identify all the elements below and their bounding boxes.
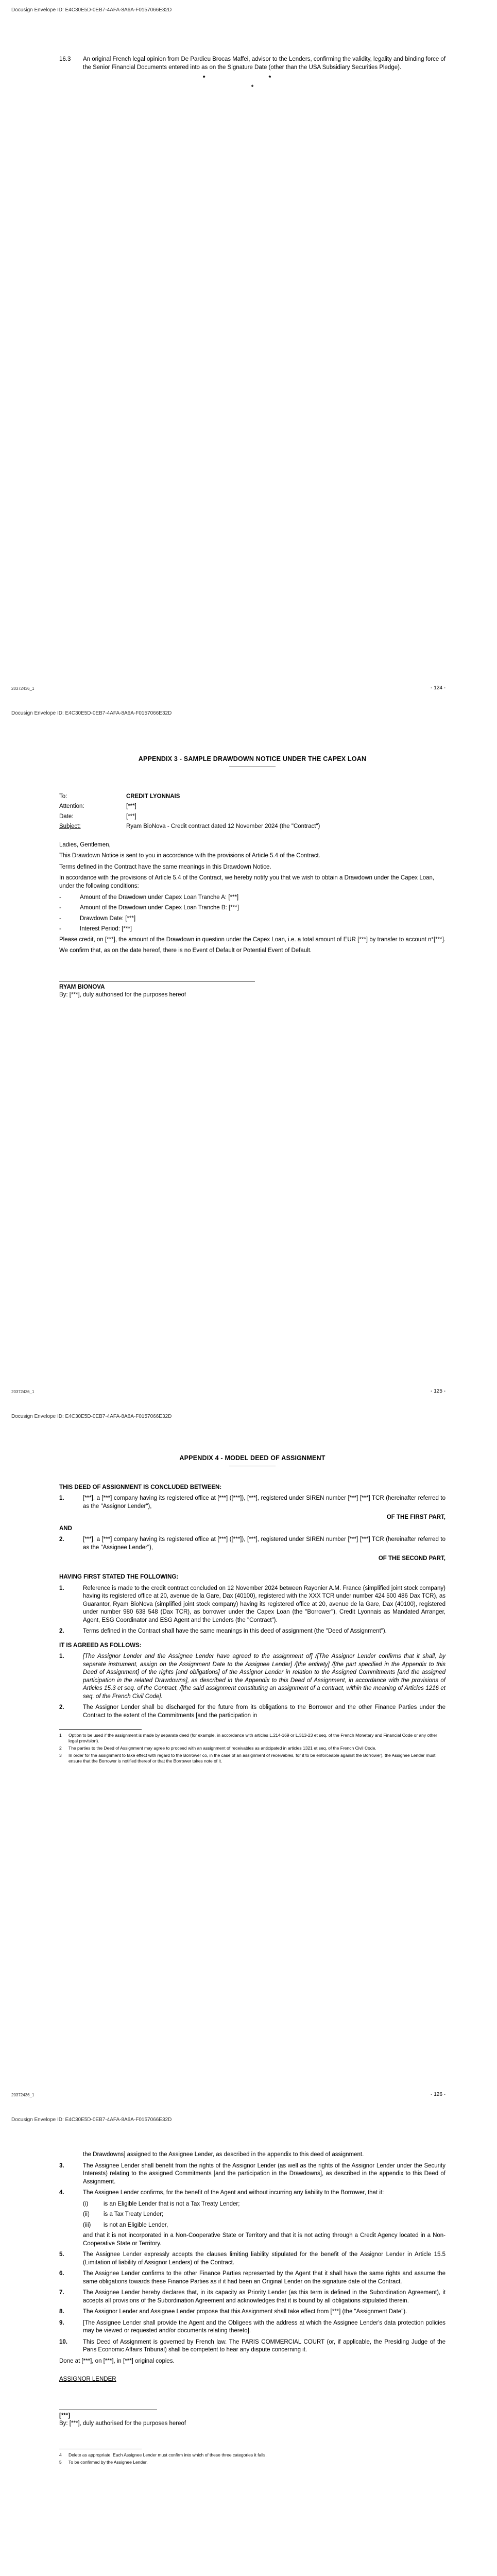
list-item	[59, 915, 445, 923]
list-item	[59, 904, 445, 912]
party-number: 2.	[59, 1536, 64, 1543]
sub-item-number: (i)	[83, 2200, 89, 2207]
clause-text: The Assignee Lender confirms to the other Finance Parties represented by the Agent that it shall have the same rights and assume the same obligations towards these Finance Parties as if it had been an Original Lender on the signature date of the Contract.	[83, 2270, 445, 2285]
recital	[59, 1628, 445, 1636]
bullet: -	[59, 915, 61, 922]
party-1	[59, 1495, 445, 1511]
clause-text: [The Assignor Lender and the Assignee Lender have agreed to the assignment of] /[The Assignor Lender confirms that it shall, by separate instrument, assign on the Assignment Date to the Assignee Lender] /[the entirety] /[the part specified in the Appendix to this Deed of Assignment] of the rights [and obligations] of the Assignor Lender in relation to the Assigned Commitments [and the assigned participation in the related Drawdowns], as described in the Appendix to this Deed of Assignment, in accordance with the provisions of Articles 15.3 et seq. of the Contract, /[the said assignment constituting an assignment of a contract, within the meaning of Articles 1216 et seq. of the French Civil Code].	[83, 1653, 445, 1700]
page-126	[0, 1406, 497, 2110]
page-content	[59, 2151, 445, 2467]
clause	[59, 2162, 445, 2187]
part-label: OF THE SECOND PART,	[378, 1555, 445, 1562]
sub-item-text: is an Eligible Lender that is not a Tax Treaty Lender;	[104, 2200, 240, 2207]
clause-text: The Assignor Lender and Assignee Lender propose that this Assignment shall take effect from [***] (the "Assignment Date").	[83, 2309, 407, 2315]
footnote-text: Option to be used if the assignment is made by separate deed (for example, in accordance with articles L.214-169 or L.313-23 et seq. of the French Monetary and Financial Code or any other legal provision).	[68, 1733, 437, 1744]
party-2	[59, 1536, 445, 1552]
sub-item-number: (ii)	[83, 2211, 90, 2218]
footnote-mark: 4	[59, 2452, 62, 2458]
signatory-heading: ASSIGNOR LENDER	[59, 2376, 116, 2383]
clause-text: The Assignor Lender shall be discharged for the future from its obligations to the Borrower and the other Finance Parties under the Contract to the extent of the Commitments [and the participation in	[83, 1704, 445, 1719]
part-label: OF THE FIRST PART,	[386, 1514, 445, 1521]
and-label: AND	[59, 1525, 72, 1532]
clause-number: 2.	[59, 1704, 64, 1711]
clause-text: This Deed of Assignment is governed by French law. The PARIS COMMERCIAL COURT (or, if applicable, the Presiding Judge of the Paris Economic Affairs Tribunal) shall be competent to hear any dispute concerning it.	[83, 2338, 445, 2353]
clause-number: 1.	[59, 1653, 64, 1660]
footnote	[59, 2460, 445, 2465]
page-number: - 126 -	[431, 2092, 445, 2097]
appendix-title: APPENDIX 3 - SAMPLE DRAWDOWN NOTICE UNDER THE CAPEX LOAN	[138, 755, 367, 762]
envelope-id: Docusign Envelope ID: E4C30E5D-0EB7-4AFA-8A6A-F0157066E32D	[11, 710, 172, 716]
subject-label: Subject:	[59, 823, 81, 830]
party-number: 1.	[59, 1495, 64, 1502]
sub-item	[59, 2200, 445, 2209]
envelope-id: Docusign Envelope ID: E4C30E5D-0EB7-4AFA-8A6A-F0157066E32D	[11, 2117, 172, 2123]
recital-text: Reference is made to the credit contract concluded on 12 November 2024 between Rayonier A.M. France (simplified joint stock company) having its registered office at 20, avenue de la Gare, Dax (40100), registered with the XXX TCR under number 424 500 486 Dax TCR), as Guarantor, Ryam BioNova (simplified joint stock company) having its registered office at 20, avenue de la Gare, Dax (40100), registered under number 980 638 548 (Dax TCR), as borrower under the Capex Loan (the "Borrower"), Credit Lyonnais as Mandated Arranger, Agent, ESG Coordinator and ESG Agent and the Lenders (the "Contract").	[83, 1585, 445, 1623]
clause-number: 8.	[59, 2309, 64, 2315]
doc-ref: 20372436_1	[11, 2093, 35, 2097]
envelope-id: Docusign Envelope ID: E4C30E5D-0EB7-4AFA-8A6A-F0157066E32D	[11, 1414, 172, 1419]
clause	[59, 2251, 445, 2267]
sub-item-text: is a Tax Treaty Lender;	[104, 2211, 164, 2218]
clause-text: the Drawdowns] assigned to the Assignee Lender, as described in the appendix to this deed of assignment.	[83, 2151, 364, 2158]
clause-number: 7.	[59, 2290, 64, 2296]
clause-number: 10.	[59, 2338, 67, 2345]
page-124	[0, 0, 497, 703]
recital-number: 1.	[59, 1585, 64, 1591]
subject-value: Ryam BioNova - Credit contract dated 12 November 2024 (the "Contract")	[126, 823, 320, 830]
footnote	[59, 1745, 445, 1751]
footnote	[59, 1733, 445, 1744]
clause	[59, 1704, 445, 1720]
page-content	[59, 1454, 445, 1766]
separator-stars: * *	[202, 75, 302, 82]
clause-text: and that it is not incorporated in a Non-Cooperative State or Territory and that it is not acting through a Credit Agency located in a Non-Cooperative State or Territory.	[83, 2232, 445, 2247]
signer-name: [***]	[59, 2412, 71, 2419]
footnote-mark: 5	[59, 2459, 62, 2465]
signer-name: RYAM BIONOVA	[59, 984, 105, 990]
clause-text: [The Assignee Lender shall provide the Agent and the Obligees with the address at which the Assignee Lender's data protection policies may be viewed or requested and/or documents relating thereto].	[83, 2319, 445, 2334]
bullet: -	[59, 894, 61, 901]
clause	[59, 2289, 445, 2305]
signer-authority: By: [***], duly authorised for the purposes hereof	[59, 992, 186, 998]
sub-item-text: is not an Eligible Lender,	[104, 2222, 168, 2228]
party-text: [***], a [***] company having its registered office at [***] ([***]), [***], registered under SIREN number [***] [***] TCR (hereinafter referred to as the "Assignor Lender"),	[83, 1495, 445, 1510]
sub-item	[59, 2211, 445, 2219]
bullet: -	[59, 926, 61, 933]
footnote-mark: 2	[59, 1745, 62, 1751]
list-item-text: Drawdown Date: [***]	[80, 915, 136, 922]
done-at: Done at [***], on [***], in [***] original copies.	[59, 2358, 175, 2364]
footnote-mark: 3	[59, 1753, 62, 1758]
page-125	[0, 703, 497, 1406]
sub-item-number: (iii)	[83, 2222, 91, 2228]
page-number: - 125 -	[431, 1388, 445, 1394]
page-number: - 124 -	[431, 685, 445, 691]
attention-value: [***]	[126, 803, 136, 810]
to-value: CREDIT LYONNAIS	[126, 793, 180, 800]
clause-text: The Assignee Lender expressly accepts the clauses limiting liability stipulated for the benefit of the Assignor Lender in Article 15.5 (Limitation of liability of Assignor Lenders) of the Contract.	[83, 2251, 445, 2266]
date-row	[59, 813, 445, 821]
section-heading: IT IS AGREED AS FOLLOWS:	[59, 1642, 142, 1649]
section-heading: HAVING FIRST STATED THE FOLLOWING:	[59, 1574, 179, 1580]
clause-number: 16.3	[59, 56, 71, 62]
footnote-separator	[59, 1729, 142, 1730]
paragraph: Please credit, on [***], the amount of the Drawdown in question under the Capex Loan, i.e. a total amount of EUR [***] by transfer to account n°[***].	[59, 936, 445, 943]
clause	[59, 2308, 445, 2316]
clause-number: 3.	[59, 2162, 64, 2169]
clause	[59, 2270, 445, 2286]
page-content	[59, 56, 445, 92]
footnote	[59, 1753, 445, 1764]
paragraph: Terms defined in the Contract have the same meanings in this Drawdown Notice.	[59, 863, 271, 870]
list-item	[59, 894, 445, 902]
clause	[59, 2338, 445, 2354]
footnote-text: Delete as appropriate. Each Assignee Lender must confirm into which of these three categories it falls.	[68, 2452, 267, 2458]
party-text: [***], a [***] company having its registered office at [***] ([***]), [***], registered under SIREN number [***] [***] TCR (hereinafter referred to as the "Assignee Lender"),	[83, 1536, 445, 1551]
clause-text: The Assignee Lender confirms, for the benefit of the Agent and without incurring any liability to the Borrower, that it:	[83, 2190, 384, 2196]
clause-number: 6.	[59, 2270, 64, 2277]
subject-row	[59, 823, 445, 831]
page-content	[59, 755, 445, 999]
clause-continuation	[59, 2232, 445, 2248]
bullet: -	[59, 905, 61, 911]
sub-item	[59, 2222, 445, 2230]
list-item-text: Amount of the Drawdown under Capex Loan Tranche B: [***]	[80, 905, 239, 911]
clause	[59, 2189, 445, 2197]
to-label: To:	[59, 793, 67, 800]
separator-star: *	[251, 84, 254, 91]
list-item-text: Interest Period: [***]	[80, 926, 132, 933]
clause-number: 4.	[59, 2190, 64, 2196]
footnote	[59, 2452, 445, 2458]
clause-number: 5.	[59, 2251, 64, 2258]
doc-ref: 20372436_1	[11, 1389, 35, 1394]
attention-label: Attention:	[59, 803, 84, 810]
footnote-text: In order for the assignment to take effect with regard to the Borrower co, in the case of an assignment of receivables, for it to be enforceable against the Borrower), the Assignee Lender must ensure that the Borrower is notified thereof or that the Borrower takes note of it.	[68, 1753, 436, 1764]
date-label: Date:	[59, 813, 74, 820]
clause-16-3	[59, 56, 445, 72]
footnote-text: To be confirmed by the Assignee Lender.	[68, 2459, 148, 2465]
greeting: Ladies, Gentlemen,	[59, 841, 111, 848]
clause-text: An original French legal opinion from De Pardieu Brocas Maffei, advisor to the Lenders, confirming the validity, legality and binding force of the Senior Financial Documents entered into as on the Signature Date (other than the USA Subsidiary Securities Pledge).	[83, 56, 446, 71]
clause	[59, 2319, 445, 2335]
section-heading: THIS DEED OF ASSIGNMENT IS CONCLUDED BETWEEN:	[59, 1484, 222, 1490]
paragraph: This Drawdown Notice is sent to you in accordance with the provisions of Article 5.4 of the Contract.	[59, 853, 320, 859]
doc-ref: 20372436_1	[11, 686, 35, 691]
envelope-id: Docusign Envelope ID: E4C30E5D-0EB7-4AFA-8A6A-F0157066E32D	[11, 7, 172, 13]
date-value: [***]	[126, 813, 136, 820]
clause	[59, 1653, 445, 1701]
list-item	[59, 925, 445, 934]
recital-number: 2.	[59, 1628, 64, 1635]
recital-text: Terms defined in the Contract shall have the same meanings in this deed of assignment (the "Deed of Assignment").	[83, 1628, 387, 1635]
footnote-mark: 1	[59, 1733, 62, 1738]
attention-row	[59, 803, 445, 811]
clause-continuation	[59, 2151, 445, 2159]
to-row	[59, 793, 445, 801]
paragraph: In accordance with the provisions of Article 5.4 of the Contract, we hereby notify you that we wish to obtain a Drawdown under the Capex Loan, under the following conditions:	[59, 875, 435, 889]
clause-text: The Assignee Lender hereby declares that, in its capacity as Priority Lender (as this term is defined in the Subordination Agreement), it accepts all provisions of the Subordination Agreement and acknowledges that it is bound by all obligations stipulated therein.	[83, 2290, 445, 2304]
paragraph: We confirm that, as on the date hereof, there is no Event of Default or Potential Event of Default.	[59, 947, 312, 954]
footnote-text: The parties to the Deed of Assignment may agree to proceed with an assignment of receivables as anticipated in articles 1321 et seq. of the French Civil Code.	[68, 1745, 376, 1751]
list-item-text: Amount of the Drawdown under Capex Loan Tranche A: [***]	[80, 894, 239, 901]
recital	[59, 1585, 445, 1625]
indent	[59, 2232, 83, 2248]
clause-text: The Assignee Lender shall benefit from the rights of the Assignor Lender (as well as the rights of the Assignor Lender under the Security Interests) relating to the assigned Commitments [and the participation in the Drawdowns], as described in the appendix to this Deed of Assignment.	[83, 2162, 445, 2185]
signer-authority: By: [***], duly authorised for the purposes hereof	[59, 2420, 186, 2427]
appendix-title: APPENDIX 4 - MODEL DEED OF ASSIGNMENT	[179, 1454, 325, 1462]
page-127	[0, 2110, 497, 2576]
clause-number: 9.	[59, 2319, 64, 2326]
indent	[59, 2151, 83, 2159]
